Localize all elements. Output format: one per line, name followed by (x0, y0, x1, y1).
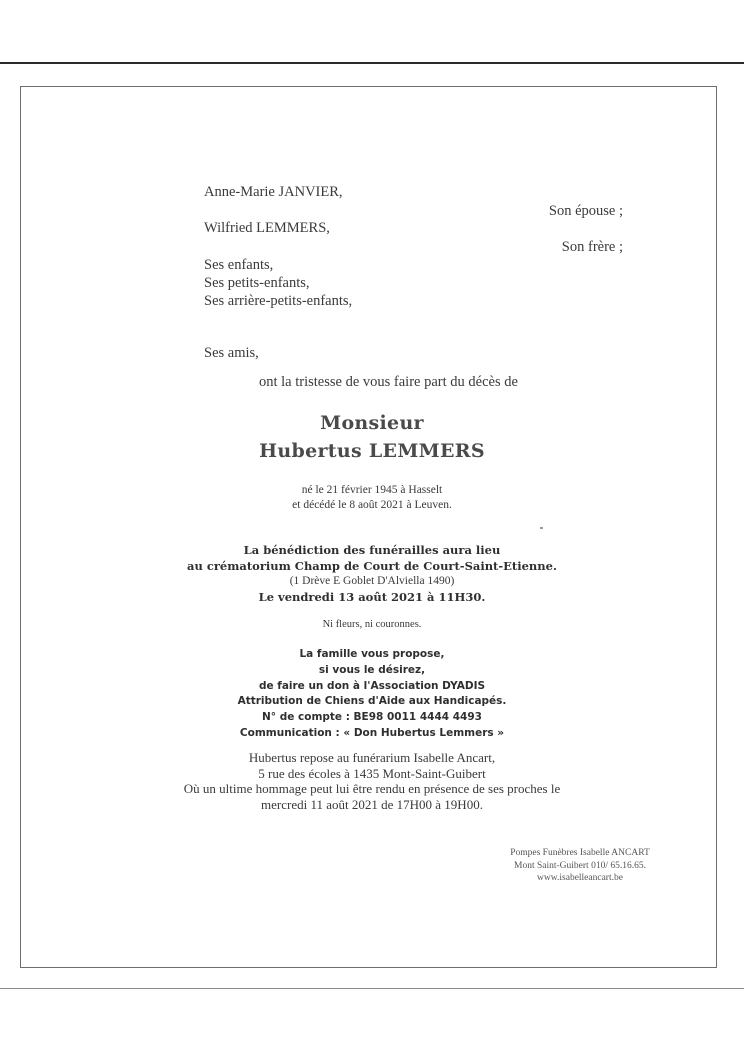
donation-line-2: si vous le désirez, (318, 664, 426, 676)
birth-line: né le 21 février 1945 à Hasselt (301, 484, 443, 496)
top-rule (0, 62, 744, 64)
visitation-line-4: mercredi 11 août 2021 de 17H00 à 19H00. (261, 797, 483, 812)
brother-role: Son frère ; (561, 239, 623, 255)
donation-line-1: La famille vous propose, (299, 648, 445, 660)
donation-account: N° de compte : BE98 0011 4444 4493 (262, 711, 482, 723)
announcement: ont la tristesse de vous faire part du décès de (259, 374, 518, 390)
spouse-name: Anne-Marie JANVIER, (204, 184, 343, 200)
visitation-line-3: Où un ultime hommage peut lui être rendu en présence de ses proches le (183, 781, 561, 796)
spouse-role: Son épouse ; (548, 203, 623, 219)
donation-line-3: de faire un don à l'Association DYADIS (258, 680, 486, 692)
grandchildren-line: Ses petits-enfants, (204, 275, 310, 291)
undertaker-name: Pompes Funèbres Isabelle ANCART (510, 848, 650, 858)
undertaker-address: Mont Saint-Guibert 010/ 65.16.65. (514, 861, 646, 871)
donation-communication: Communication : « Don Hubertus Lemmers » (239, 727, 505, 739)
flowers-note: Ni fleurs, ni couronnes. (322, 619, 422, 630)
bottom-rule (0, 988, 744, 989)
undertaker-website: www.isabelleancart.be (537, 873, 623, 883)
deceased-name: Hubertus LEMMERS (259, 440, 485, 462)
donation-line-4: Attribution de Chiens d'Aide aux Handicapés. (237, 695, 507, 707)
ceremony-address: (1 Drève E Goblet D'Alviella 1490) (289, 575, 455, 587)
friends-line: Ses amis, (204, 345, 259, 361)
visitation-line-2: 5 rue des écoles à 1435 Mont-Saint-Guibert (258, 766, 486, 781)
ceremony-datetime: Le vendredi 13 août 2021 à 11H30. (258, 590, 486, 604)
ceremony-line-2: au crématorium Champ de Court de Court-Saint-Etienne. (187, 559, 557, 573)
great-grandchildren-line: Ses arrière-petits-enfants, (204, 293, 353, 309)
deceased-title: Monsieur (320, 412, 424, 434)
scan-speck (540, 527, 543, 529)
death-line: et décédé le 8 août 2021 à Leuven. (292, 499, 452, 511)
children-line: Ses enfants, (204, 257, 274, 273)
brother-name: Wilfried LEMMERS, (204, 220, 330, 236)
ceremony-line-1: La bénédiction des funérailles aura lieu (243, 543, 501, 557)
visitation-line-1: Hubertus repose au funérarium Isabelle Ancart, (248, 750, 496, 765)
